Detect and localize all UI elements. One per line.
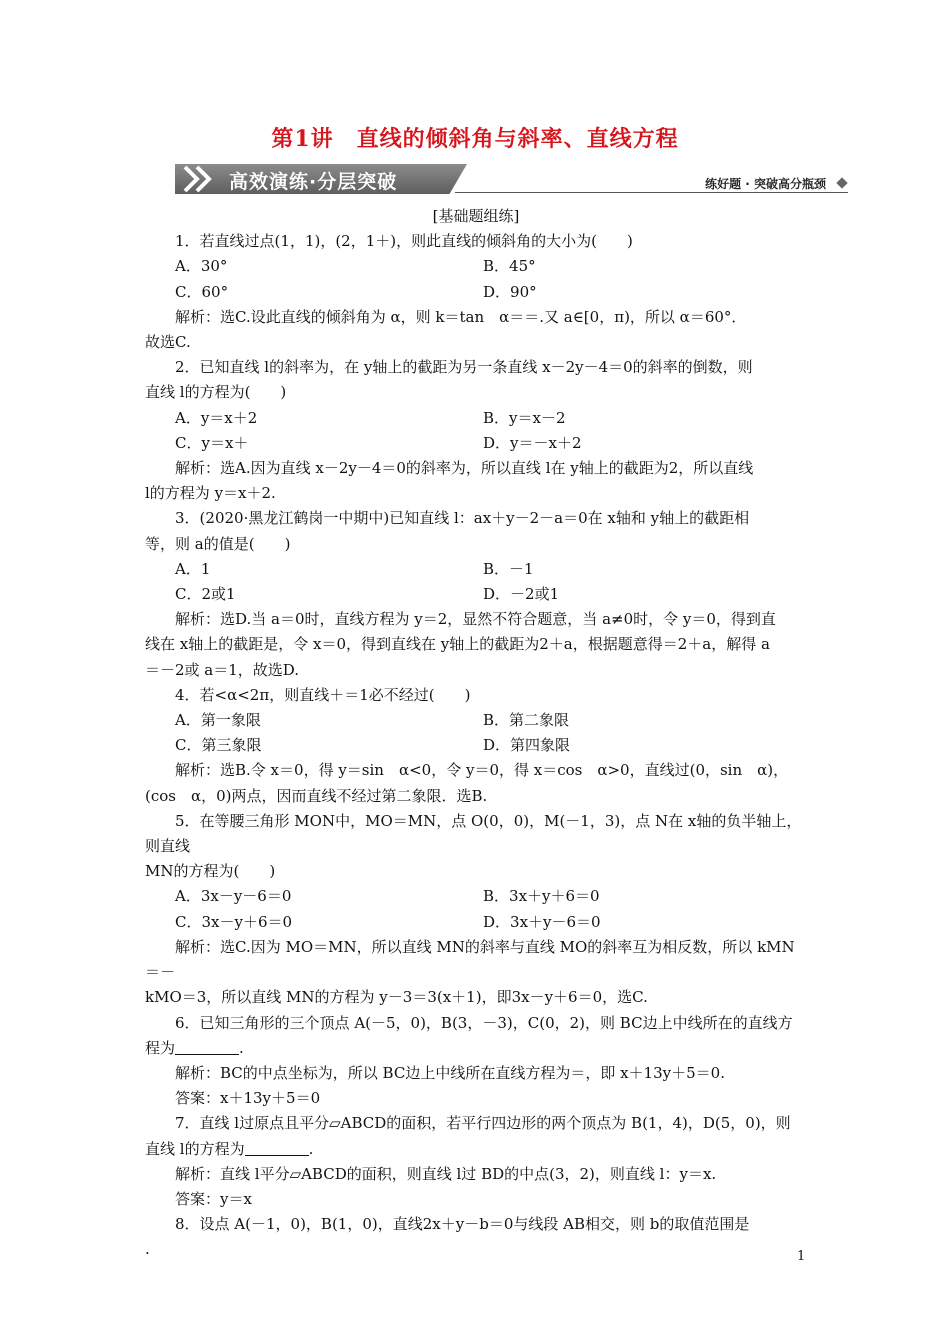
text-line: 5．在等腰三角形 MON中，MO＝MN，点 O(0，0)，M(－1，3)，点 N在 x轴的负半轴上，则直线 [145,811,802,856]
text-line: 等，则 a的值是( ) [145,534,291,553]
answer-options-row [145,280,807,305]
text-line: 答案：x＋13y＋5＝0 [175,1089,321,1108]
option-left: C．y＝x＋ [175,433,249,452]
banner-rule [455,192,848,193]
exercise-content [145,204,807,1263]
text-line: 4．若<α<2π，则直线＋＝1必不经过( ) [175,685,471,704]
text-line: 解析：选D.当 a＝0时，直线方程为 y＝2，显然不符合题意，当 a≠0时，令 y＝0，得到直 [175,610,776,629]
text-line: 直线 l的方程为( ) [145,383,287,402]
line-text: 程为 [145,1038,176,1057]
text-line: 1．若直线过点(1，1)，(2，1＋)，则此直线的倾斜角的大小为( ) [175,232,633,251]
answer-options-row [145,254,807,279]
option-right: D．3x＋y－6＝0 [483,912,601,931]
line-text: 直线 l的方程为 [145,1139,245,1158]
section-banner [175,162,850,198]
text-line: MN的方程为( ) [145,862,276,881]
text-line: 7．直线 l过原点且平分▱ABCD的面积，若平行四边形的两个顶点为 B(1，4)，D(5，0)，则 [175,1114,791,1133]
option-right: B．－1 [483,559,534,578]
answer-options-row [145,733,807,758]
text-line: ＝－2或 a＝1，故选D. [145,660,300,679]
answer-options-row [145,884,807,909]
answer-blank [175,1038,239,1055]
text-line: 线在 x轴上的截距是，令 x＝0，得到直线在 y轴上的截距为2＋a，根据题意得＝2＋a，解得 a [145,635,770,654]
page-title: 第1讲 直线的倾斜角与斜率、直线方程 [271,126,679,152]
option-left: A．1 [175,559,211,578]
option-left: A．第一象限 [175,711,261,730]
text-line: 答案：y＝x [175,1189,252,1208]
double-chevron-icon [177,164,225,194]
option-right: B．y＝x－2 [483,408,566,427]
option-right: D．y＝－x＋2 [483,433,582,452]
text-line: 故选C. [145,333,191,352]
text-line: l的方程为 y＝x＋2. [145,484,276,503]
option-right: B．第二象限 [483,711,570,730]
text-line: 6．已知三角形的三个顶点 A(－5，0)，B(3，－3)，C(0，2)，则 BC边上中线所在的直线方 [175,1013,793,1032]
text-line: 8．设点 A(－1，0)，B(1，0)，直线2x＋y－b＝0与线段 AB相交，则 b的取值范围是 [175,1215,750,1234]
answer-options-row [145,910,807,935]
line-end-mark: . [308,1139,314,1158]
answer-blank [245,1139,309,1156]
answer-options-row [145,582,807,607]
question-line [145,1036,807,1061]
option-left: A．3x－y－6＝0 [175,887,292,906]
text-line: 解析：选C.设此直线的倾斜角为 α，则 k＝tan α＝＝.又 a∈[0，π)，所以 α＝60°． [175,307,747,326]
text-line: (cos α，0)两点，因而直线不经过第二象限．选B. [145,786,488,805]
option-left: C．2或1 [175,585,236,604]
line-end-mark: . [239,1038,244,1057]
text-line: 解析：直线 l平分▱ABCD的面积，则直线 l过 BD的中点(3，2)，则直线 l：y＝x. [175,1164,717,1183]
text-line: . [145,1240,150,1259]
answer-options-row [145,708,807,733]
text-line: 3．(2020·黑龙江鹤岗一中期中)已知直线 l：ax＋y－2－a＝0在 x轴和 y轴上的截距相 [175,509,750,528]
option-left: A．y＝x＋2 [175,408,258,427]
diamond-icon [836,177,847,188]
banner-left-text: 高效演练·分层突破 [229,171,398,193]
option-right: D．第四象限 [483,736,571,755]
text-line: 解析：选B.令 x＝0，得 y＝sin α<0，令 y＝0，得 x＝cos α>0，直线过(0，sin α)， [175,761,789,780]
text-line: kMO＝3，所以直线 MN的方程为 y－3＝3(x＋1)，即3x－y＋6＝0，选C. [145,988,648,1007]
answer-options-row [145,431,807,456]
text-line: 解析：BC的中点坐标为，所以 BC边上中线所在直线方程为＝，即 x＋13y＋5＝0. [175,1063,725,1082]
answer-options-row [145,406,807,431]
option-left: C．3x－y＋6＝0 [175,912,293,931]
text-line: 解析：选C.因为 MO＝MN，所以直线 MN的斜率与直线 MO的斜率互为相反数，所以 kMN＝－ [145,937,795,982]
option-right: B．45° [483,257,536,276]
answer-options-row [145,557,807,582]
option-right: D．90° [483,282,537,301]
option-right: B．3x＋y＋6＝0 [483,887,600,906]
banner-right-text: 练好题 · 突破高分瓶颈 [705,177,826,191]
option-left: C．第三象限 [175,736,262,755]
page-number: 1 [797,1249,806,1264]
option-right: D．－2或1 [483,585,560,604]
option-left: C．60° [175,282,229,301]
question-line [145,1137,807,1162]
section-label: [基础题组练] [432,207,520,225]
text-line: 2．已知直线 l的斜率为，在 y轴上的截距为另一条直线 x－2y－4＝0的斜率的倒数，则 [175,358,753,377]
text-line: 解析：选A.因为直线 x－2y－4＝0的斜率为，所以直线 l在 y轴上的截距为2，所以直线 [175,459,754,478]
option-left: A．30° [175,257,228,276]
